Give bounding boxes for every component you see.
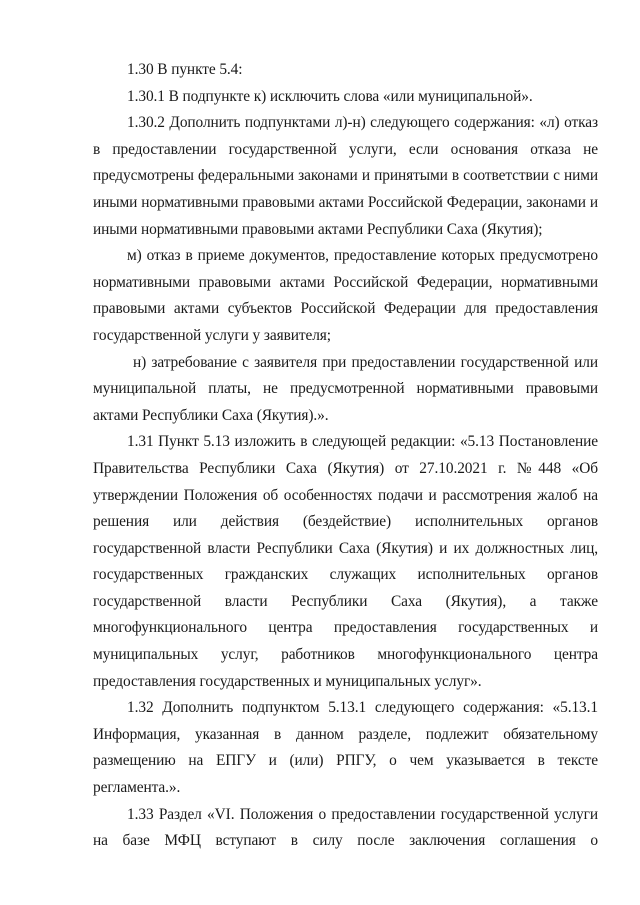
paragraph-1-33: 1.33 Раздел «VI. Положения о предоставлении государственной услуги на базе МФЦ вступают в силу после заключения соглашения о [93,805,598,850]
document-body [93,57,598,855]
paragraph-1-30-2: 1.30.2 Дополнить подпунктами л)-н) следующего содержания: «л) отказ в предоставлении государственной услуги, если основания отказа не предусмотрены федеральными законами и принятыми в соответствии с ними иными нормативными правовыми актами Российской Федерации, законами и иными нормативными правовыми актами Республики Саха (Якутия); [93,114,598,238]
paragraph-1-31: 1.31 Пункт 5.13 изложить в следующей редакции: «5.13 Постановление Правительства Республики Саха (Якутия) от 27.10.2021 г. №448 «Об утверждении Положения об особенностях подачи и рассмотрения жалоб на решения или действия (бездействие) исполнительных органов государственной власти Республики Саха (Якутия) и их должностных лиц, государственных гражданских служащих исполнительных органов государственной власти Республики Саха (Якутия), а также многофункционального центра предоставления государственных и муниципальных услуг, работников многофункционального центра предоставления государственных и муниципальных услуг». [93,433,598,690]
paragraph-1-32: 1.32 Дополнить подпунктом 5.13.1 следующего содержания: «5.13.1 Информация, указанная в данном разделе, подлежит обязательному размещению на ЕПГУ и (или) РПГУ, о чем указывается в тексте регламента.». [93,699,598,797]
paragraph-1-30-1: 1.30.1 В подпункте к) исключить слова «или муниципальной». [127,87,533,105]
paragraph-subitem-n: н) затребование с заявителя при предоставлении государственной или муниципальной платы, не предусмотренной нормативными правовыми актами Республики Саха (Якутия).». [93,353,598,424]
paragraph-subitem-m: м) отказ в приеме документов, предоставление которых предусмотрено нормативными правовыми актами Российской Федерации, нормативными правовыми актами субъектов Российской Федерации для предоставления государственной услуги у заявителя; [93,247,598,344]
paragraph-1-30: 1.30 В пункте 5.4: [127,61,243,78]
